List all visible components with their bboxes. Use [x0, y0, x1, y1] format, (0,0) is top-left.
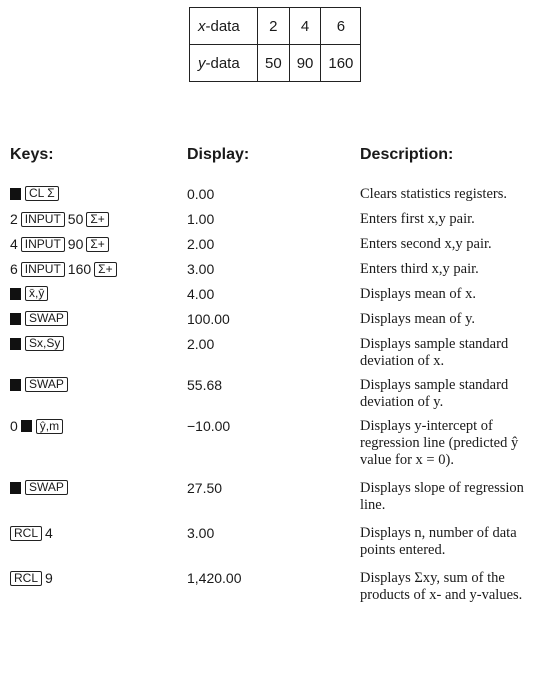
key-sigma-plus: Σ+	[86, 237, 108, 252]
description: Clears statistics registers.	[360, 186, 507, 202]
description: Displays mean of y.	[360, 311, 476, 327]
keys-cell	[10, 286, 48, 301]
display-header: Display:	[187, 146, 250, 163]
y-data-row	[190, 45, 361, 82]
description-header: Description:	[360, 146, 454, 163]
key-input: INPUT	[21, 212, 65, 227]
register-number: 4	[45, 525, 53, 541]
description: Displays slope of regression line.	[360, 480, 524, 513]
key-sigma-plus: Σ+	[86, 212, 108, 227]
shift-key-icon	[10, 288, 21, 300]
shift-key-icon	[10, 482, 21, 494]
keys-cell	[10, 186, 59, 201]
key-sigma-plus: Σ+	[94, 262, 116, 277]
display-value: −10.00	[187, 418, 231, 434]
description: Displays n, number of data points entered.	[360, 525, 517, 558]
key-input: INPUT	[21, 237, 65, 252]
display-value: 1.00	[187, 211, 215, 227]
number-entry: 6	[10, 261, 18, 277]
shift-key-icon	[10, 338, 21, 350]
description: Displays Σxy, sum of the products of x- and y-values.	[360, 570, 523, 603]
description: Enters first x,y pair.	[360, 211, 475, 227]
number-entry: 4	[10, 236, 18, 252]
x-symbol: x	[198, 17, 206, 35]
display-value: 2.00	[187, 236, 215, 252]
x-value-1: 2	[258, 8, 290, 45]
number-entry: 2	[10, 211, 18, 227]
description: Enters third x,y pair.	[360, 261, 479, 277]
y-data-label	[190, 45, 258, 82]
keys-cell	[10, 418, 63, 434]
number-entry: 0	[10, 418, 18, 434]
key-std-dev: Sx,Sy	[25, 336, 64, 351]
shift-key-icon	[10, 313, 21, 325]
y-symbol: y	[198, 54, 206, 72]
description: Enters second x,y pair.	[360, 236, 492, 252]
description: Displays y-intercept of regression line (predicted ŷ value for x = 0).	[360, 418, 519, 468]
y-value-1: 50	[258, 45, 290, 82]
key-swap: SWAP	[25, 311, 68, 326]
display-value: 100.00	[187, 311, 230, 327]
x-data-row	[190, 8, 361, 45]
x-value-2: 4	[289, 8, 321, 45]
key-clear-stats: CL Σ	[25, 186, 59, 201]
x-suffix: -data	[205, 17, 240, 35]
keys-cell	[10, 211, 109, 227]
description: Displays mean of x.	[360, 286, 476, 302]
keys-cell	[10, 525, 53, 541]
data-table	[189, 7, 361, 82]
key-mean: x̄,ȳ	[25, 286, 48, 301]
keys-cell	[10, 311, 68, 326]
x-data-label	[190, 8, 258, 45]
key-swap: SWAP	[25, 480, 68, 495]
keys-cell	[10, 261, 117, 277]
keys-cell	[10, 480, 68, 495]
display-value: 4.00	[187, 286, 215, 302]
display-value: 1,420.00	[187, 570, 242, 586]
display-value: 2.00	[187, 336, 215, 352]
display-value: 55.68	[187, 377, 223, 393]
description: Displays sample standard deviation of y.	[360, 377, 509, 410]
display-value: 3.00	[187, 261, 215, 277]
number-entry: 160	[67, 261, 92, 277]
number-entry: 50	[67, 211, 84, 227]
number-entry: 90	[67, 236, 84, 252]
keys-cell	[10, 570, 53, 586]
y-suffix: -data	[205, 54, 240, 72]
key-input: INPUT	[21, 262, 65, 277]
key-regression: ŷ,m	[36, 419, 63, 434]
display-value: 3.00	[187, 525, 215, 541]
y-value-3: 160	[321, 45, 361, 82]
shift-key-icon	[10, 188, 21, 200]
display-value: 27.50	[187, 480, 223, 496]
keys-cell	[10, 336, 64, 351]
shift-key-icon	[10, 379, 21, 391]
shift-key-icon	[21, 420, 32, 432]
keys-header: Keys:	[10, 146, 54, 163]
y-value-2: 90	[289, 45, 321, 82]
key-recall: RCL	[10, 571, 42, 586]
keys-cell	[10, 377, 68, 392]
keys-cell	[10, 236, 109, 252]
display-value: 0.00	[187, 186, 215, 202]
x-value-3: 6	[321, 8, 361, 45]
description: Displays sample standard deviation of x.	[360, 336, 509, 369]
key-swap: SWAP	[25, 377, 68, 392]
register-number: 9	[45, 570, 53, 586]
key-recall: RCL	[10, 526, 42, 541]
